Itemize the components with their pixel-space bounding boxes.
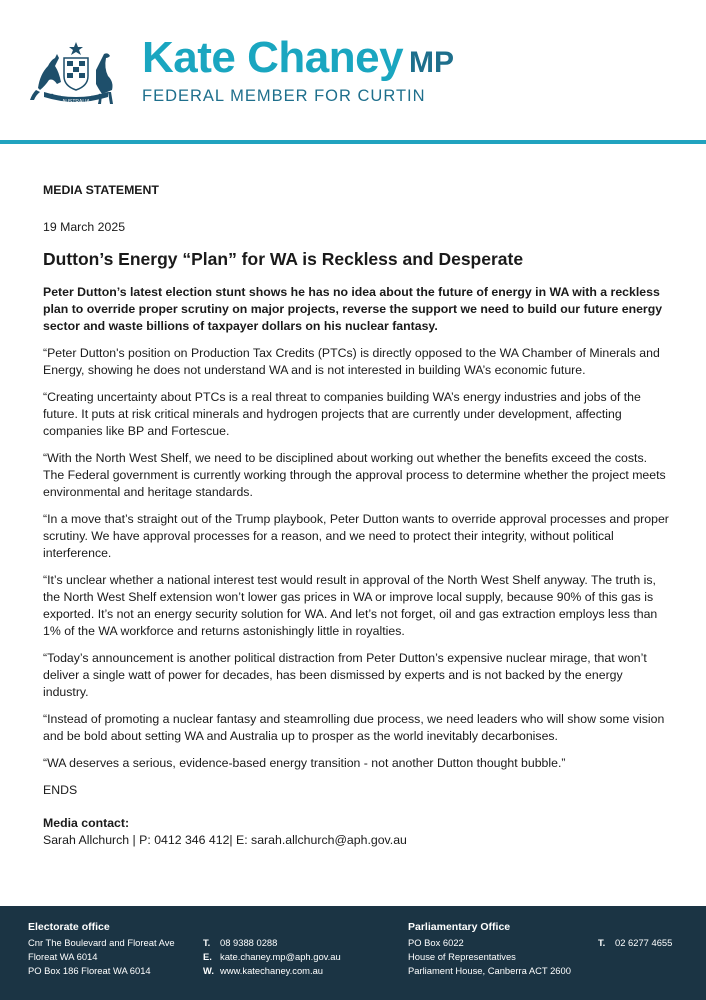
statement-date: 19 March 2025 [43, 220, 126, 234]
paragraph: “Creating uncertainty about PTCs is a real threat to companies building WA’s energy industries and jobs of the future. It puts at risk critical minerals and hydrogen projects that are currently under development, affecting companies like BP and Fortescue. [43, 390, 641, 438]
electorate-website-link[interactable]: www.katechaney.com.au [220, 965, 323, 976]
parliamentary-phone-row [598, 936, 672, 950]
member-suffix: MP [409, 46, 455, 79]
electorate-email-row [203, 950, 341, 964]
parliamentary-address-line: Parliament House, Canberra ACT 2600 [408, 965, 571, 976]
parliamentary-office-contacts [598, 936, 672, 950]
parliamentary-address-line: PO Box 6022 [408, 937, 464, 948]
paragraph: “With the North West Shelf, we need to be disciplined about working out whether the benefits exceed the costs. The Federal government is currently working through the approval process to determine whether the project meets environmental and heritage standards. [43, 451, 666, 499]
electorate-phone: 08 9388 0288 [220, 937, 278, 948]
electorate-email-link[interactable]: kate.chaney.mp@aph.gov.au [220, 951, 341, 962]
web-label: W. [203, 965, 214, 976]
phone-label: T. [203, 937, 211, 948]
electorate-phone-row [203, 936, 341, 950]
statement-title: Dutton’s Energy “Plan” for WA is Reckless and Desperate [43, 249, 524, 269]
electorate-web-row [203, 964, 341, 978]
paragraph: “It’s unclear whether a national interest test would result in approval of the North West Shelf anyway. The truth is, the North West Shelf extension won’t lower gas prices in WA or improve local supply, because 90% of this gas is exported. It’s not an energy security solution for WA. And let’s not forget, oil and gas extraction employs less than 1% of the WA workforce and returns astonishingly little in royalties. [43, 573, 658, 638]
member-subtitle: FEDERAL MEMBER FOR CURTIN [142, 87, 426, 105]
paragraph: “Today’s announcement is another political distraction from Peter Dutton’s expensive nuclear mirage, that won’t deliver a single watt of power for decades, has been dismissed by experts and is not backed by the energy industry. [43, 651, 647, 699]
statement-label: MEDIA STATEMENT [43, 183, 159, 197]
electorate-address-line: Cnr The Boulevard and Floreat Ave [28, 937, 175, 948]
member-name [142, 33, 455, 82]
media-contact-details: Sarah Allchurch | P: 0412 346 412| E: sarah.allchurch@aph.gov.au [43, 833, 407, 847]
paragraph: “In a move that’s straight out of the Trump playbook, Peter Dutton wants to override approval processes and proper scrutiny. We have approval processes for a reason, and we need to protect their integrity, without political interference. [43, 512, 669, 560]
electorate-office-address [28, 920, 175, 978]
ends-marker: ENDS [43, 783, 78, 797]
header-divider [0, 140, 706, 144]
email-label: E. [203, 951, 212, 962]
paragraph: “Peter Dutton's position on Production Tax Credits (PTCs) is directly opposed to the WA Chamber of Minerals and Energy, showing he does not understand WA and is not interested in building WA’s economic future. [43, 346, 660, 377]
media-contact-label: Media contact: [43, 816, 130, 830]
lead-paragraph: Peter Dutton’s latest election stunt shows he has no idea about the future of energy in WA with a reckless plan to override proper scrutiny on major projects, reverse the support we need to build our future energy sector and waste billions of taxpayer dollars on his nuclear fantasy. [43, 285, 663, 333]
parliamentary-office-address [408, 920, 571, 978]
footer [0, 906, 706, 1000]
crest-caption: AUSTRALIA [62, 99, 90, 105]
statement-body [43, 182, 669, 849]
electorate-office-heading: Electorate office [28, 921, 110, 933]
parliamentary-address-line: House of Representatives [408, 951, 516, 962]
electorate-address-line: Floreat WA 6014 [28, 951, 98, 962]
electorate-office-contacts [203, 936, 341, 978]
electorate-address-line: PO Box 186 Floreat WA 6014 [28, 965, 151, 976]
commonwealth-coat-of-arms-icon [30, 40, 122, 106]
member-name-text: Kate Chaney [142, 33, 404, 82]
parliamentary-phone: 02 6277 4655 [615, 937, 673, 948]
paragraph: “WA deserves a serious, evidence-based energy transition - not another Dutton thought bubble.” [43, 756, 566, 770]
paragraph: “Instead of promoting a nuclear fantasy and steamrolling due process, we need leaders who will show some vision and be bold about setting WA and Australia up to prosper as the world inevitably decarbonises. [43, 712, 665, 743]
letterhead [0, 0, 706, 140]
phone-label: T. [598, 937, 606, 948]
parliamentary-office-heading: Parliamentary Office [408, 921, 511, 933]
